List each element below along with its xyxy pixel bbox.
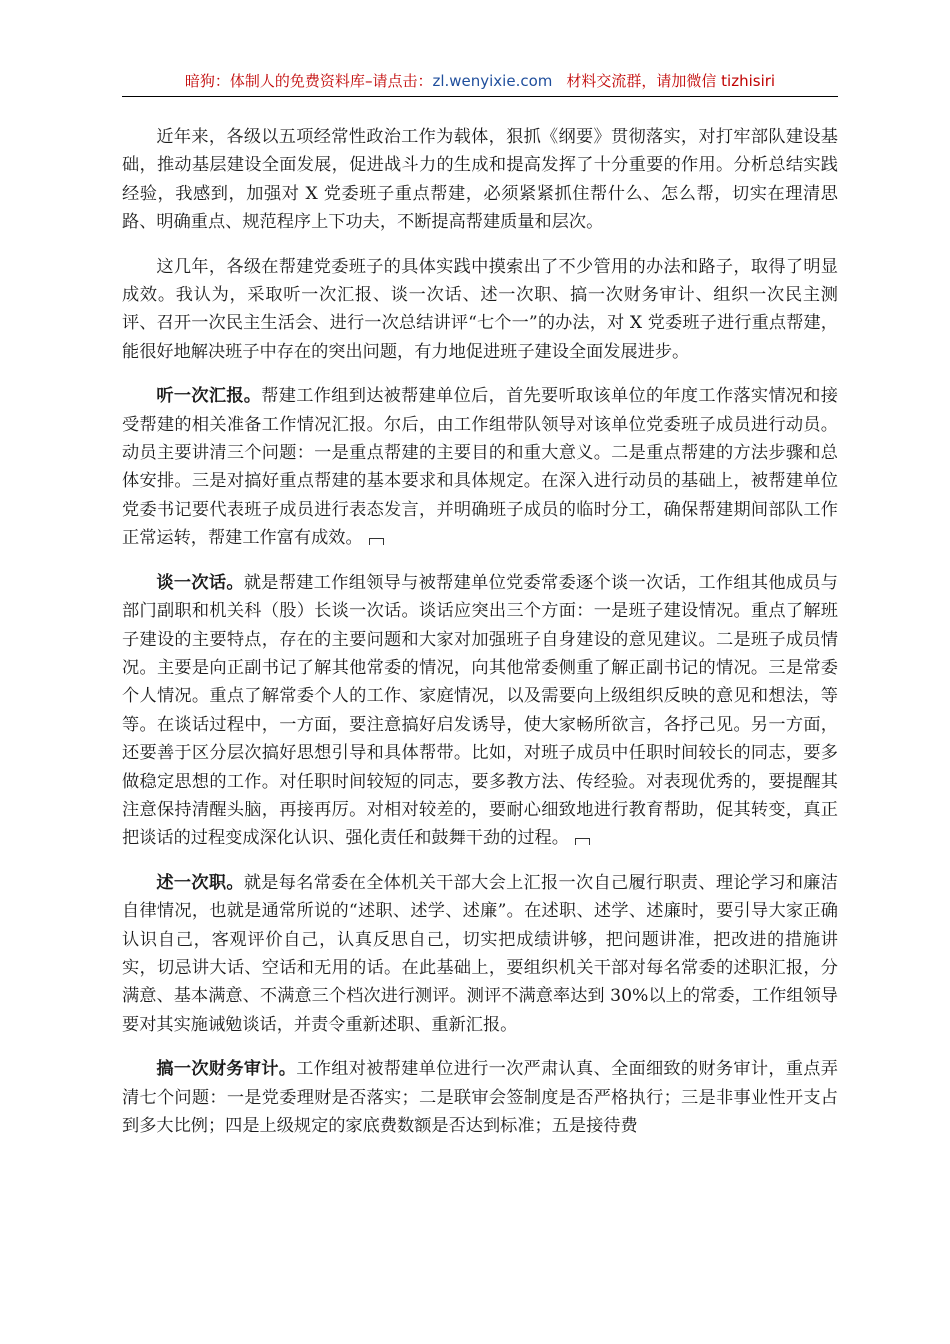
- header-brand: 暗狗：体制人的免费资料库: [184, 72, 365, 90]
- paragraph-text: 工作组对被帮建单位进行一次严肃认真、全面细致的财务审计，重点弄清七个问题：一是党委理财是否落实；二是联审会签制度是否严格执行；三是非事业性开支占到多大比例；四是上级规定的家底费数额是否达到标准；五是接待费: [122, 1059, 838, 1136]
- paragraph-talk: [122, 569, 838, 853]
- header-prompt: –请点击：: [364, 72, 433, 90]
- paragraph-report: [122, 382, 838, 552]
- paragraph-duty-report: [122, 869, 838, 1039]
- paragraph-lead: 听一次汇报。: [156, 386, 262, 407]
- paragraph-text: 这几年，各级在帮建党委班子的具体实践中摸索出了不少管用的办法和路子，取得了明显成效。我认为，采取听一次汇报、谈一次话、述一次职、搞一次财务审计、组织一次民主测评、召开一次民主生活会、进行一次总结讲评“七个一”的办法，对 X 党委班子进行重点帮建，能很好地解决班子中存在的突出问题，有力地促进班子建设全面发展进步。: [122, 256, 838, 362]
- paragraph-text: 就是帮建工作组领导与被帮建单位党委常委逐个谈一次话，工作组其他成员与部门副职和机关科（股）长谈一次话。谈话应突出三个方面：一是班子建设情况。重点了解班子建设的主要特点，存在的主要问题和大家对加强班子自身建设的意见建议。二是班子成员情况。主要是向正副书记了解其他常委的情况，向其他常委侧重了解正副书记的情况。三是常委个人情况。重点了解常委个人的工作、家庭情况，以及需要向上级组织反映的意见和想法，等等。在谈话过程中，一方面，要注意搞好启发诱导，使大家畅所欲言，各抒己见。另一方面，还要善于区分层次搞好思想引导和具体帮带。比如，对班子成员中任职时间较长的同志，要多做稳定思想的工作。对任职时间较短的同志，要多教方法、传经验。对表现优秀的，要提醒其注意保持清醒头脑，再接再厉。对相对较差的，要耐心细致地进行教育帮助，促其转变，真正把谈话的过程变成深化认识、强化责任和鼓舞干劲的过程。: [122, 572, 838, 849]
- paragraph-audit: [122, 1055, 838, 1140]
- paragraph-lead: 搞一次财务审计。: [156, 1059, 297, 1080]
- paragraph-mark-icon: [369, 538, 384, 545]
- page-header: [122, 70, 838, 97]
- paragraph-text: 近年来，各级以五项经常性政治工作为载体，狠抓《纲要》贯彻落实，对打牢部队建设基础，推动基层建设全面发展，促进战斗力的生成和提高发挥了十分重要的作用。分析总结实践经验，我感到，加强对 X 党委班子重点帮建，必须紧紧抓住帮什么、怎么帮，切实在理清思路、明确重点、规范程序上下功夫，不断提高帮建质量和层次。: [122, 127, 838, 233]
- paragraph-intro: [122, 123, 838, 237]
- header-wechat-group: 材料交流群，请加微信 tizhisiri: [566, 72, 776, 90]
- header-link[interactable]: zl.wenyixie.com: [432, 72, 553, 90]
- paragraph-mark-icon: [575, 838, 590, 845]
- paragraph-text: 就是每名常委在全体机关干部大会上汇报一次自己履行职责、理论学习和廉洁自律情况，也就是通常所说的“述职、述学、述廉”。在述职、述学、述廉时，要引导大家正确认识自己，客观评价自己，认真反思自己，切实把成绩讲够，把问题讲准，把改进的措施讲实，切忌讲大话、空话和无用的话。在此基础上，要组织机关干部对每名常委的述职汇报，分满意、基本满意、不满意三个档次进行测评。测评不满意率达到 30%以上的常委，工作组领导要对其实施诫勉谈话，并责令重新述职、重新汇报。: [122, 872, 838, 1035]
- paragraph-text: 帮建工作组到达被帮建单位后，首先要听取该单位的年度工作落实情况和接受帮建的相关准备工作情况汇报。尔后，由工作组带队领导对该单位党委班子成员进行动员。动员主要讲清三个问题：一是重点帮建的主要目的和重大意义。二是重点帮建的方法步骤和总体安排。三是对搞好重点帮建的基本要求和具体规定。在深入进行动员的基础上，被帮建单位党委书记要代表班子成员进行表态发言，并明确班子成员的临时分工，确保帮建期间部队工作正常运转，帮建工作富有成效。: [122, 386, 838, 549]
- paragraph-lead: 述一次职。: [156, 872, 244, 893]
- document-body: [122, 123, 838, 1156]
- paragraph-lead: 谈一次话。: [156, 572, 244, 593]
- paragraph-seven-ones: [122, 253, 838, 367]
